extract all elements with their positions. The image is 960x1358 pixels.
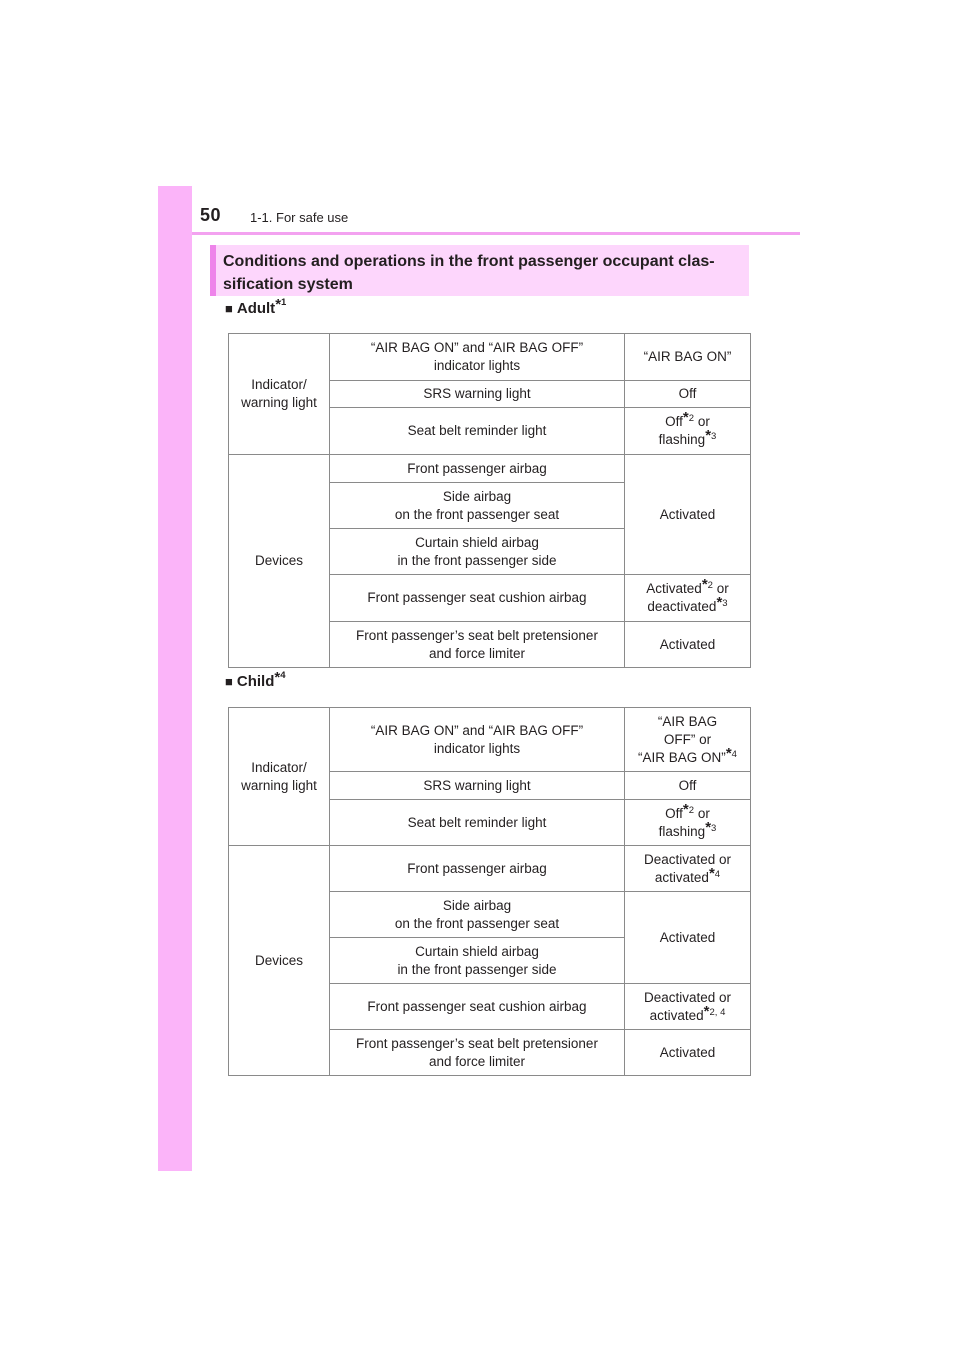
child-table	[228, 707, 751, 1076]
devices-label: Devices	[229, 455, 330, 668]
item-cell: Front passenger seat cushion airbag	[330, 984, 625, 1030]
devices-label: Devices	[229, 846, 330, 1076]
item-cell: SRS warning light	[330, 381, 625, 408]
child-heading-text: Child	[236, 673, 275, 690]
header-rule	[192, 232, 800, 235]
indicator-label: Indicator/ warning light	[229, 334, 330, 455]
item-cell: Front passenger’s seat belt pretensioner and force limiter	[330, 622, 625, 668]
section-heading	[210, 245, 749, 296]
adult-table	[228, 333, 751, 668]
item-cell: Side airbag on the front passenger seat	[330, 483, 625, 529]
value-cell: Off*$^2$ or flashing*$^3$	[625, 800, 751, 846]
value-cell: Off	[625, 381, 751, 408]
value-cell: Deactivated or activated*$^{2, 4}$	[625, 984, 751, 1030]
item-cell: “AIR BAG ON” and “AIR BAG OFF” indicator lights	[330, 334, 625, 381]
item-cell: Side airbag on the front passenger seat	[330, 892, 625, 938]
footnote-star: *	[274, 669, 281, 686]
item-cell: Front passenger’s seat belt pretensioner and force limiter	[330, 1030, 625, 1076]
item-cell: Curtain shield airbag in the front passenger side	[330, 938, 625, 984]
chapter-title: 1-1. For safe use	[250, 210, 349, 225]
page-number: 50	[200, 205, 222, 225]
section-title-line2: sification system	[223, 276, 353, 293]
item-cell: Curtain shield airbag in the front passenger side	[330, 529, 625, 575]
adult-heading	[225, 296, 287, 317]
child-heading	[225, 669, 286, 690]
footnote-number: 4	[280, 670, 286, 681]
square-bullet-icon: ■	[225, 301, 233, 316]
value-cell: Activated*$^2$ or deactivated*$^3$	[625, 575, 751, 622]
footnote-star: *	[275, 296, 282, 313]
value-cell: Activated	[625, 622, 751, 668]
value-cell: “AIR BAG OFF” or “AIR BAG ON”*$^4$	[625, 708, 751, 772]
value-cell: Activated	[625, 455, 751, 575]
value-cell: Off	[625, 772, 751, 800]
item-cell: Front passenger seat cushion airbag	[330, 575, 625, 622]
item-cell: Front passenger airbag	[330, 455, 625, 483]
value-cell: Deactivated or activated*$^4$	[625, 846, 751, 892]
section-title-line1: Conditions and operations in the front passenger occupant clas-	[223, 253, 715, 270]
value-cell: Activated	[625, 892, 751, 984]
value-cell: Activated	[625, 1030, 751, 1076]
item-cell: SRS warning light	[330, 772, 625, 800]
indicator-label: Indicator/ warning light	[229, 708, 330, 846]
square-bullet-icon: ■	[225, 674, 233, 689]
item-cell: Front passenger airbag	[330, 846, 625, 892]
value-cell: “AIR BAG ON”	[625, 334, 751, 381]
adult-heading-text: Adult	[236, 300, 276, 317]
footnote-number: 1	[281, 297, 287, 308]
item-cell: “AIR BAG ON” and “AIR BAG OFF” indicator lights	[330, 708, 625, 772]
item-cell: Seat belt reminder light	[330, 800, 625, 846]
item-cell: Seat belt reminder light	[330, 408, 625, 455]
value-cell: Off*$^2$ or flashing*$^3$	[625, 408, 751, 455]
side-tab	[158, 186, 192, 1171]
